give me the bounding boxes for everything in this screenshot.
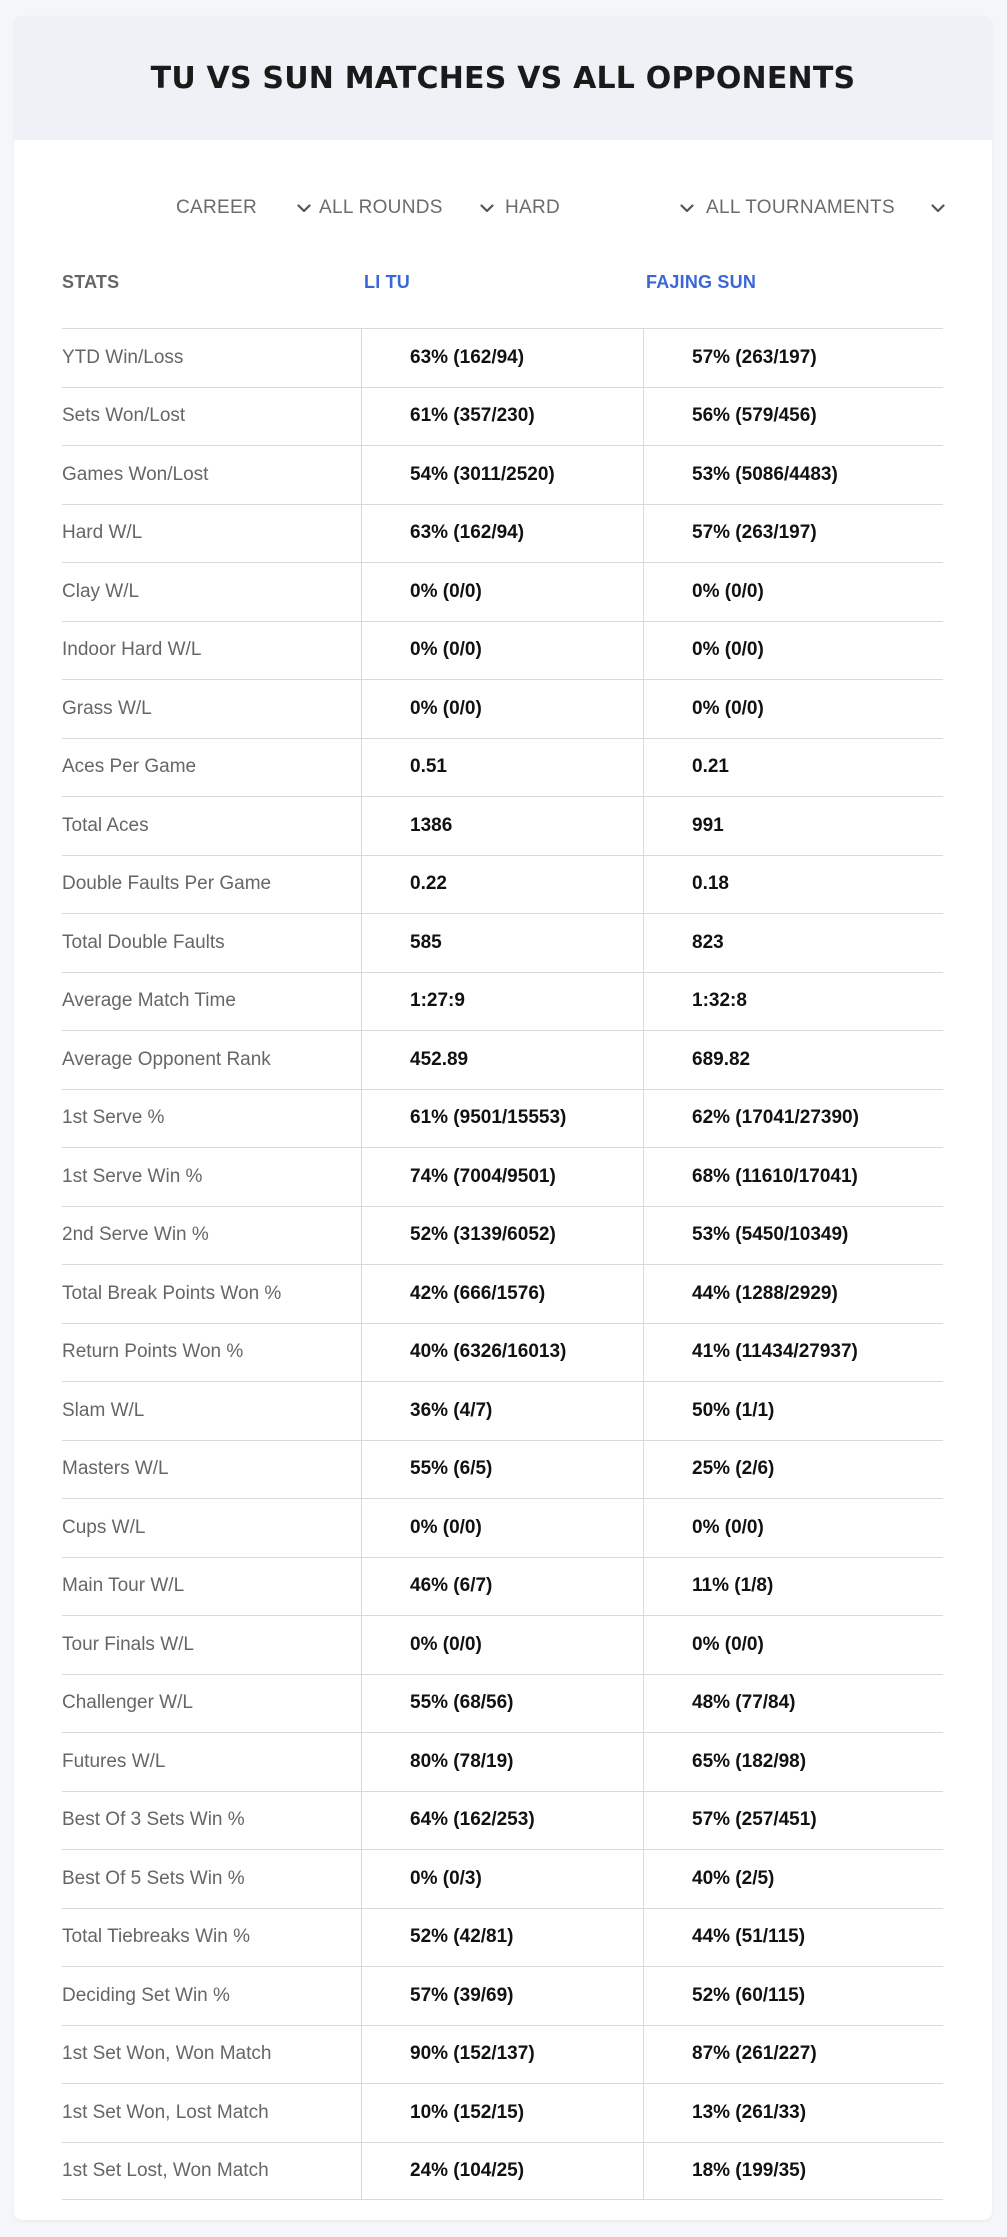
stat-label: Games Won/Lost	[62, 446, 362, 504]
stat-label: Best Of 3 Sets Win %	[62, 1792, 362, 1850]
column-header-player2[interactable]: FAJING SUN	[646, 272, 757, 292]
player1-value: 0% (0/0)	[362, 1499, 644, 1557]
player2-value: 0% (0/0)	[692, 1633, 764, 1655]
player2-value: 1:32:8	[692, 990, 747, 1012]
table-row	[62, 621, 943, 680]
stat-label: Double Faults Per Game	[62, 856, 362, 914]
table-row	[62, 2083, 943, 2142]
player1-value: 42% (666/1576)	[362, 1265, 644, 1323]
filter-label: ALL ROUNDS	[319, 197, 443, 218]
stat-label: Deciding Set Win %	[62, 1967, 362, 2025]
player2-value: 40% (2/5)	[692, 1867, 775, 1889]
table-row	[62, 1557, 943, 1616]
player2-value: 48% (77/84)	[692, 1692, 796, 1714]
table-row	[62, 1440, 943, 1499]
stats-table	[62, 250, 943, 2200]
stat-label: Total Aces	[62, 797, 362, 855]
tournament-filter-select[interactable]	[706, 188, 946, 228]
table-row	[62, 1206, 943, 1265]
table-header	[62, 250, 943, 328]
player2-value: 11% (1/8)	[692, 1575, 774, 1597]
page-title: TU VS SUN MATCHES VS ALL OPPONENTS	[150, 60, 856, 96]
table-row	[62, 679, 943, 738]
player2-value: 18% (199/35)	[692, 2159, 807, 2181]
player2-value: 53% (5086/4483)	[692, 463, 838, 485]
filter-label: ALL TOURNAMENTS	[706, 197, 895, 218]
stat-label: Challenger W/L	[62, 1675, 362, 1733]
stat-label: 1st Serve Win %	[62, 1148, 362, 1206]
filter-label: CAREER	[176, 197, 257, 218]
player1-value: 0.51	[362, 739, 644, 797]
table-row	[62, 1908, 943, 1967]
table-row	[62, 1323, 943, 1382]
table-row	[62, 1966, 943, 2025]
table-row	[62, 1089, 943, 1148]
stat-label: Average Match Time	[62, 973, 362, 1031]
stat-label: Total Double Faults	[62, 914, 362, 972]
round-filter-select[interactable]	[319, 188, 495, 228]
player2-value: 53% (5450/10349)	[692, 1224, 849, 1246]
filter-bar	[14, 188, 992, 228]
player2-value: 50% (1/1)	[692, 1399, 775, 1421]
stat-label: 1st Set Lost, Won Match	[62, 2143, 362, 2200]
player1-value: 57% (39/69)	[362, 1967, 644, 2025]
player2-value: 13% (261/33)	[692, 2101, 807, 2123]
stat-label: Return Points Won %	[62, 1324, 362, 1382]
table-row	[62, 445, 943, 504]
chevron-down-icon	[479, 200, 495, 216]
player1-value: 0% (0/0)	[362, 1616, 644, 1674]
chevron-down-icon	[296, 200, 312, 216]
table-row	[62, 504, 943, 563]
player1-value: 1:27:9	[362, 973, 644, 1031]
player1-value: 46% (6/7)	[362, 1558, 644, 1616]
stat-label: Indoor Hard W/L	[62, 622, 362, 680]
stat-label: Hard W/L	[62, 505, 362, 563]
table-row	[62, 1674, 943, 1733]
player1-value: 0% (0/0)	[362, 563, 644, 621]
career-filter-select[interactable]	[176, 188, 312, 228]
player1-value: 40% (6326/16013)	[362, 1324, 644, 1382]
player1-value: 61% (357/230)	[362, 388, 644, 446]
table-row	[62, 1381, 943, 1440]
table-row	[62, 1732, 943, 1791]
player2-value: 25% (2/6)	[692, 1458, 775, 1480]
table-row	[62, 387, 943, 446]
player1-value: 52% (42/81)	[362, 1909, 644, 1967]
card-header	[14, 16, 992, 140]
player1-value: 24% (104/25)	[362, 2143, 644, 2200]
stat-label: Cups W/L	[62, 1499, 362, 1557]
player1-value: 1386	[362, 797, 644, 855]
player2-value: 44% (51/115)	[692, 1926, 806, 1948]
table-body	[62, 328, 943, 2200]
stat-label: 1st Set Won, Lost Match	[62, 2084, 362, 2142]
player2-value: 0% (0/0)	[692, 697, 764, 719]
player2-value: 44% (1288/2929)	[692, 1282, 838, 1304]
player1-value: 52% (3139/6052)	[362, 1207, 644, 1265]
player2-value: 62% (17041/27390)	[692, 1107, 859, 1129]
table-row	[62, 1147, 943, 1206]
player1-value: 74% (7004/9501)	[362, 1148, 644, 1206]
player2-value: 0.18	[692, 873, 729, 895]
player2-value: 0.21	[692, 756, 729, 778]
column-header-stats: STATS	[62, 272, 120, 292]
player2-value: 87% (261/227)	[692, 2043, 817, 2065]
player1-value: 0% (0/3)	[362, 1850, 644, 1908]
filter-label: HARD	[505, 197, 561, 218]
stat-label: Total Tiebreaks Win %	[62, 1909, 362, 1967]
stat-label: Total Break Points Won %	[62, 1265, 362, 1323]
stat-label: Clay W/L	[62, 563, 362, 621]
table-row	[62, 972, 943, 1031]
player2-value: 57% (257/451)	[692, 1809, 817, 1831]
player2-value: 57% (263/197)	[692, 346, 817, 368]
stat-label: Main Tour W/L	[62, 1558, 362, 1616]
player1-value: 0.22	[362, 856, 644, 914]
player1-value: 63% (162/94)	[362, 329, 644, 387]
player2-value: 0% (0/0)	[692, 639, 764, 661]
stat-label: Grass W/L	[62, 680, 362, 738]
player2-value: 689.82	[692, 1048, 751, 1070]
player2-value: 823	[692, 931, 724, 953]
player1-value: 54% (3011/2520)	[362, 446, 644, 504]
player2-value: 52% (60/115)	[692, 1984, 806, 2006]
player2-value: 56% (579/456)	[692, 405, 817, 427]
table-row	[62, 1791, 943, 1850]
stat-label: Masters W/L	[62, 1441, 362, 1499]
stat-label: 1st Serve %	[62, 1090, 362, 1148]
surface-filter-select[interactable]	[505, 188, 695, 228]
player2-value: 41% (11434/27937)	[692, 1341, 858, 1363]
player1-value: 10% (152/15)	[362, 2084, 644, 2142]
table-row	[62, 855, 943, 914]
player1-value: 55% (68/56)	[362, 1675, 644, 1733]
player1-value: 64% (162/253)	[362, 1792, 644, 1850]
table-row	[62, 562, 943, 621]
table-row	[62, 1030, 943, 1089]
player2-value: 68% (11610/17041)	[692, 1165, 858, 1187]
table-row	[62, 796, 943, 855]
player2-value: 991	[692, 814, 724, 836]
stat-label: 1st Set Won, Won Match	[62, 2026, 362, 2084]
stat-label: 2nd Serve Win %	[62, 1207, 362, 1265]
player2-value: 0% (0/0)	[692, 580, 764, 602]
stat-label: Tour Finals W/L	[62, 1616, 362, 1674]
stat-label: Slam W/L	[62, 1382, 362, 1440]
player1-value: 452.89	[362, 1031, 644, 1089]
table-row	[62, 1498, 943, 1557]
column-header-player1[interactable]: LI TU	[364, 272, 410, 292]
player1-value: 61% (9501/15553)	[362, 1090, 644, 1148]
table-row	[62, 1615, 943, 1674]
table-row	[62, 328, 943, 387]
stat-label: Aces Per Game	[62, 739, 362, 797]
chevron-down-icon	[679, 200, 695, 216]
table-row	[62, 738, 943, 797]
stats-card	[14, 16, 992, 2220]
player1-value: 585	[362, 914, 644, 972]
table-row	[62, 1264, 943, 1323]
player2-value: 65% (182/98)	[692, 1750, 807, 1772]
player2-value: 0% (0/0)	[692, 1516, 764, 1538]
player1-value: 0% (0/0)	[362, 680, 644, 738]
table-row	[62, 1849, 943, 1908]
player1-value: 63% (162/94)	[362, 505, 644, 563]
player1-value: 36% (4/7)	[362, 1382, 644, 1440]
stat-label: Futures W/L	[62, 1733, 362, 1791]
stat-label: Best Of 5 Sets Win %	[62, 1850, 362, 1908]
stat-label: YTD Win/Loss	[62, 329, 362, 387]
player1-value: 80% (78/19)	[362, 1733, 644, 1791]
table-row	[62, 913, 943, 972]
stat-label: Average Opponent Rank	[62, 1031, 362, 1089]
table-row	[62, 2142, 943, 2201]
player2-value: 57% (263/197)	[692, 522, 817, 544]
stat-label: Sets Won/Lost	[62, 388, 362, 446]
player1-value: 55% (6/5)	[362, 1441, 644, 1499]
chevron-down-icon	[930, 200, 946, 216]
player1-value: 0% (0/0)	[362, 622, 644, 680]
player1-value: 90% (152/137)	[362, 2026, 644, 2084]
table-row	[62, 2025, 943, 2084]
